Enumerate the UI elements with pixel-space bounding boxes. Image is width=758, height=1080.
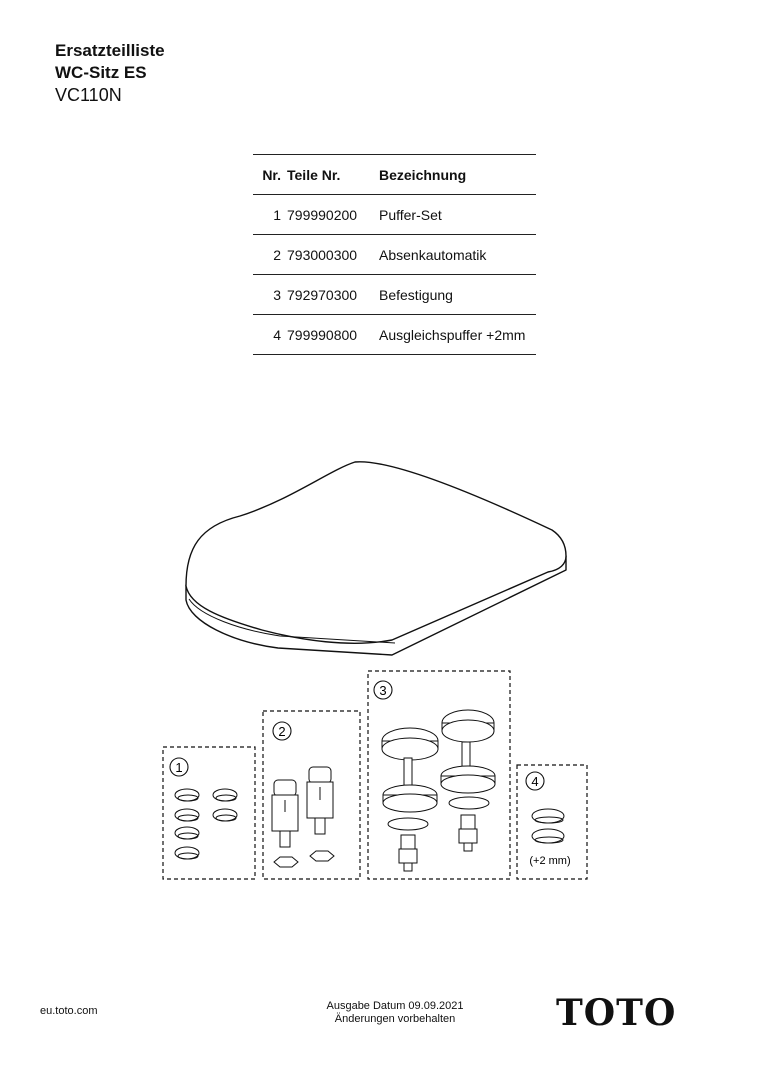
group-2-number: [273, 722, 291, 740]
soft-close-illustration: [272, 767, 334, 867]
group-boxes: [163, 671, 587, 879]
row-part-number: 792970300: [287, 286, 358, 303]
row-part-number: 793000300: [287, 246, 358, 263]
svg-text:4: 4: [531, 774, 539, 789]
column-header-part-number: Teile Nr.: [287, 166, 341, 183]
svg-text:2: 2: [278, 724, 286, 739]
group-4-number: [526, 772, 544, 790]
disclaimer: Änderungen vorbehalten: [334, 1013, 456, 1025]
product-name: WC-Sitz ES: [55, 63, 147, 82]
footer-issue-info: [300, 1000, 490, 1026]
compensation-buffer-illustration: [532, 809, 564, 843]
group-3-number: [374, 681, 392, 699]
column-header-nr: Nr.: [262, 166, 281, 183]
row-nr: 4: [273, 326, 281, 343]
row-description: Puffer-Set: [379, 206, 442, 223]
group-1-number: [170, 758, 188, 776]
toto-logo: TOTO: [556, 992, 677, 1034]
model-number: VC110N: [55, 85, 122, 105]
issue-date: Ausgabe Datum 09.09.2021: [326, 1000, 464, 1012]
footer-url: eu.toto.com: [40, 1005, 98, 1017]
row-description: Absenkautomatik: [379, 246, 487, 263]
row-nr: 3: [273, 286, 281, 303]
row-part-number: 799990800: [287, 326, 358, 343]
svg-text:1: 1: [175, 760, 183, 775]
row-part-number: 799990200: [287, 206, 358, 223]
buffer-set-illustration: [175, 789, 237, 859]
row-description: Ausgleichspuffer +2mm: [379, 326, 526, 343]
toilet-seat-illustration: [186, 462, 566, 655]
row-nr: 1: [273, 206, 281, 223]
row-nr: 2: [273, 246, 281, 263]
column-header-description: Bezeichnung: [379, 166, 467, 183]
svg-text:3: 3: [379, 683, 387, 698]
document-title: Ersatzteilliste: [55, 41, 165, 60]
group-4-note: (+2 mm): [529, 855, 571, 867]
fixing-illustration: [382, 710, 495, 871]
row-description: Befestigung: [379, 286, 453, 303]
